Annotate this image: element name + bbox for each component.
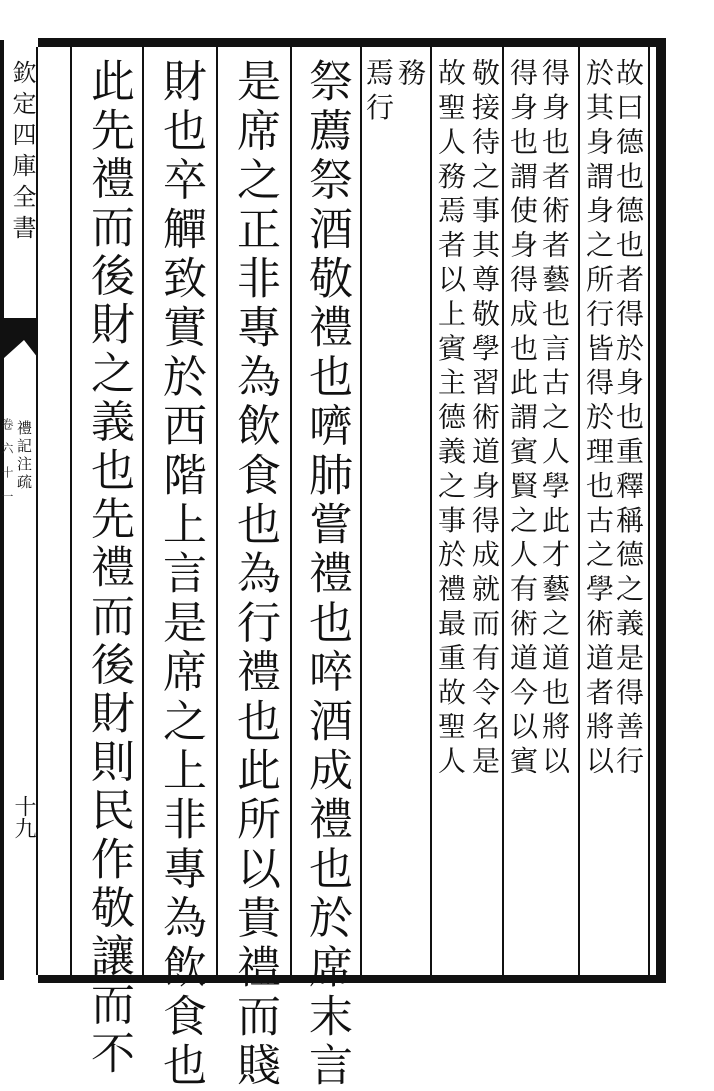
main-text-column: 財也卒觶致實於西階上言是席之上非專為飲食也 <box>155 58 206 1091</box>
commentary-line: 務 <box>394 58 427 93</box>
fishtail-mark-icon <box>4 318 38 358</box>
main-text-column: 是席之正非專為飲食也為行禮也此所以貴禮而賤 <box>229 58 280 1091</box>
column-divider <box>578 47 580 975</box>
column-divider <box>70 47 72 975</box>
commentary-line: 故曰德也德也者得於身也重釋稱德之義是得善行 <box>612 58 645 781</box>
commentary-line: 焉行 <box>362 58 395 127</box>
frame-top-border <box>38 38 666 47</box>
main-text-column: 此先禮而後財之義也先禮而後財則民作敬讓而不 <box>83 58 134 1079</box>
column-divider <box>142 47 144 975</box>
frame-right-border <box>656 38 666 983</box>
column-divider <box>430 47 432 975</box>
commentary-line: 故聖人務焉者以上賓主德義之事於禮最重故聖人 <box>434 58 467 781</box>
book-subtitle: 禮記注疏 <box>15 420 33 492</box>
main-text-column: 祭薦祭酒敬禮也嚌肺嘗禮也啐酒成禮也於席末言 <box>301 58 352 1091</box>
commentary-line: 敬接待之事其尊敬學習術道身得成就而有令名是 <box>468 58 501 781</box>
commentary-line: 得身也者術者藝也言古之人學此才藝之道也將以 <box>538 58 571 781</box>
column-divider <box>502 47 504 975</box>
book-title: 欽定四庫全書 <box>8 60 36 246</box>
volume-label: 卷六十一 <box>0 418 14 514</box>
page-number: 十九 <box>11 795 36 839</box>
commentary-line: 於其身謂身之所行皆得於理也古之學術道者將以 <box>582 58 615 781</box>
commentary-line: 得身也謂使身得成也此謂賓賢之人有術道今以賓 <box>506 58 539 781</box>
column-divider <box>290 47 292 975</box>
frame-inner-rule <box>648 47 650 975</box>
column-divider <box>360 47 362 975</box>
column-divider <box>216 47 218 975</box>
margin-rule <box>36 47 38 975</box>
